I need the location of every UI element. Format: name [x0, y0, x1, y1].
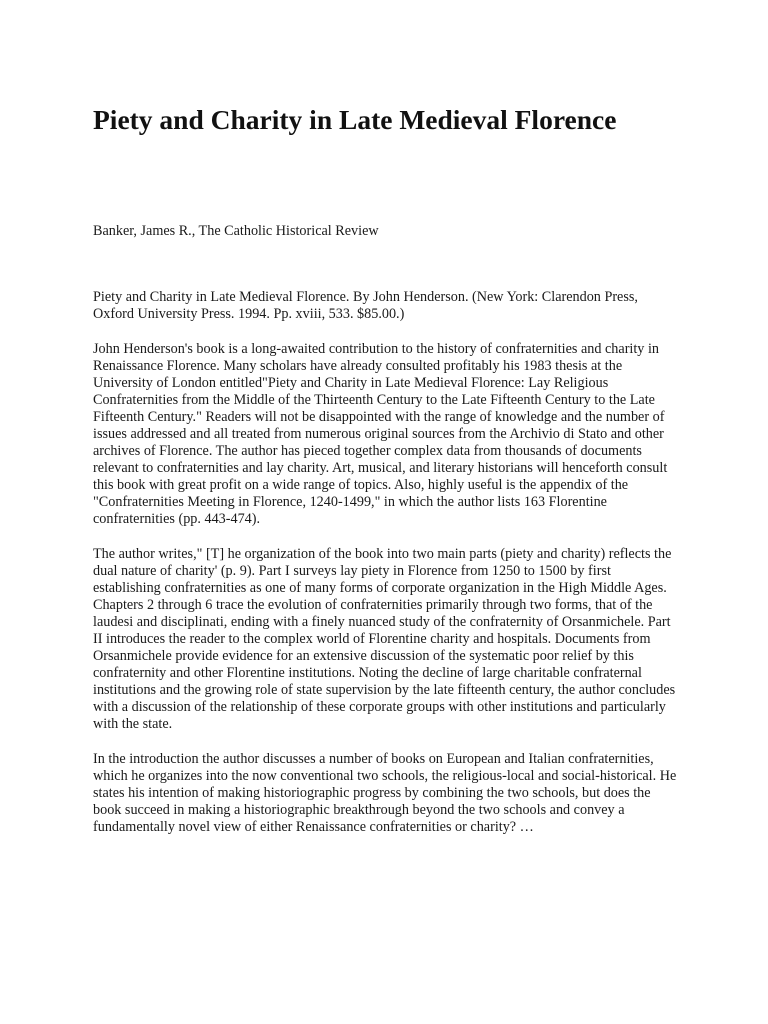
citation-paragraph: Piety and Charity in Late Medieval Florence. By John Henderson. (New York: Clarendon Press, Oxford University Press. 1994. Pp. xviii, 533. $85.00.)	[93, 289, 638, 322]
author-source-line: Banker, James R., The Catholic Historical Review	[93, 223, 379, 239]
page-title: Piety and Charity in Late Medieval Florence	[93, 104, 617, 135]
document-page	[93, 103, 677, 835]
body-paragraph: In the introduction the author discusses a number of books on European and Italian confraternities, which he organizes into the now conventional two schools, the religious-local and social-historical. He states his intention of making historiographic progress by combining the two schools, but does the book succeed in making a historiographic breakthrough beyond the two schools and convey a fundamentally novel view of either Renaissance confraternities or charity? …	[93, 751, 677, 835]
body-paragraph: The author writes," [T] he organization of the book into two main parts (piety and charity) reflects the dual nature of charity' (p. 9). Part I surveys lay piety in Florence from 1250 to 1500 by first establishing confraternities as one of many forms of corporate organization in the High Middle Ages. Chapters 2 through 6 trace the evolution of confraternities primarily through two forms, that of the laudesi and disciplinati, ending with a finely nuanced study of the confraternity of Orsanmichele. Part II introduces the reader to the complex world of Florentine charity and hospitals. Documents from Orsanmichele provide evidence for an extensive discussion of the systematic poor relief by this confraternity and other Florentine institutions. Noting the decline of large charitable confraternal institutions and the growing role of state supervision by the late fifteenth century, the author concludes with a discussion of the relationship of these corporate groups with other institutions and particularly with the state.	[93, 546, 676, 732]
body-paragraph: John Henderson's book is a long-awaited contribution to the history of confraternities and charity in Renaissance Florence. Many scholars have already consulted profitably his 1983 thesis at the University of London entitled"Piety and Charity in Late Medieval Florence: Lay Religious Confraternities from the Middle of the Thirteenth Century to the Late Fifteenth Century to the Late Fifteenth Century." Readers will not be disappointed with the range of knowledge and the number of issues addressed and all treated from numerous original sources from the Archivio di Stato and other archives of Florence. The author has pieced together complex data from thousands of documents relevant to confraternities and lay charity. Art, musical, and literary historians will henceforth consult this book with great profit on a wide range of topics. Also, highly useful is the appendix of the "Confraternities Meeting in Florence, 1240-1499," in which the author lists 163 Florentine confraternities (pp. 443-474).	[93, 341, 668, 527]
article-body	[93, 289, 677, 854]
